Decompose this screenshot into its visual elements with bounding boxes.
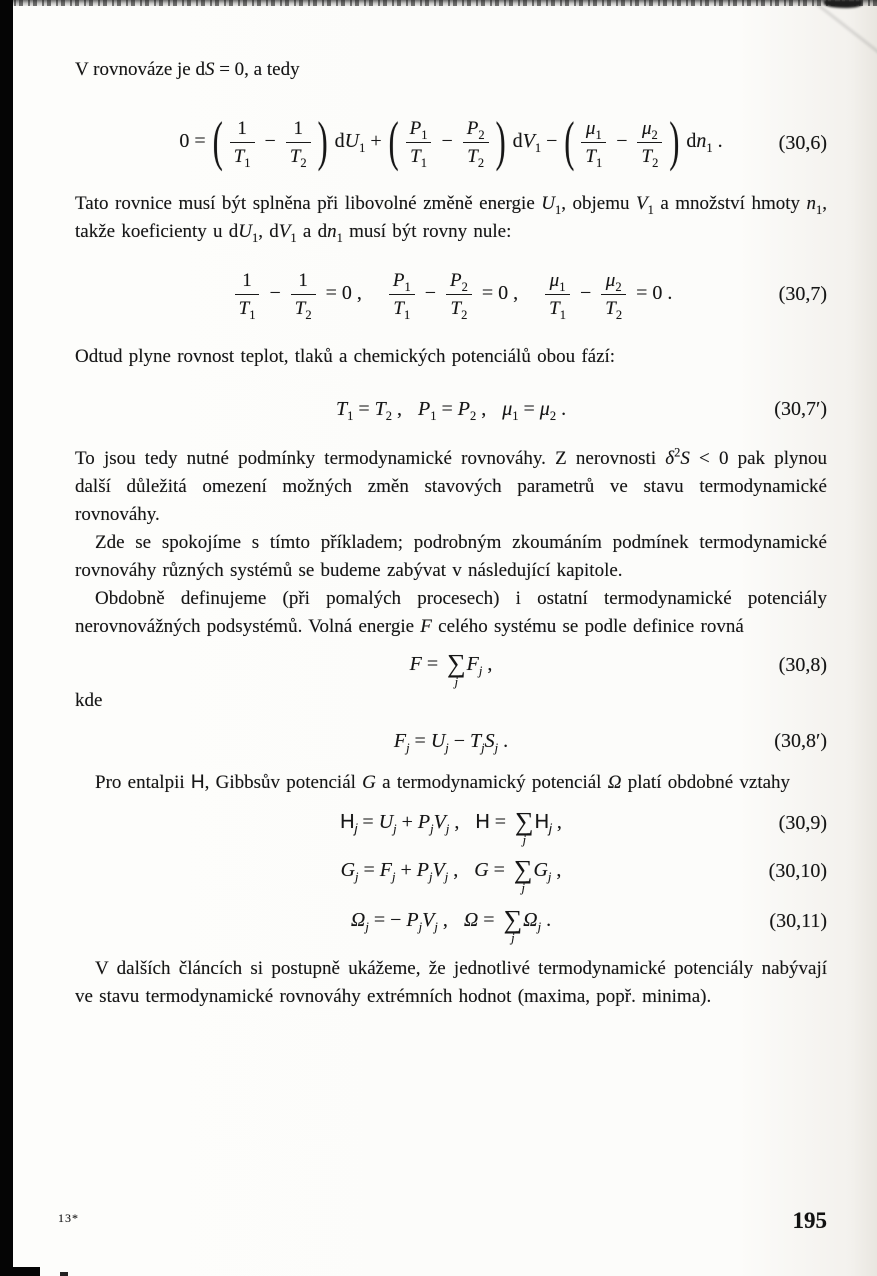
equation-30-9 bbox=[75, 805, 827, 848]
paragraph-pro-entalpii: Pro entalpii H, Gibbsův potenciál G a termodynamický potenciál Ω platí obdobné vztahy bbox=[95, 772, 791, 794]
paragraph-obdobne: Obdobně definujeme (při pomalých procesech) i ostatní termodynamické potenciály nerovnovážných podsystémů. Volná energie F celého systému se podle definice rovná bbox=[75, 588, 827, 638]
equation-30-9-number: (30,9) bbox=[778, 812, 827, 835]
paragraph-tato-rovnice: Tato rovnice musí být splněna při libovolné změně energie $U_1$, objemu $V_1$ a množství hmoty $n_1$, takže koeficienty u $dU_1$, $dV_1$ a $dn_1$ musí být rovny nule: bbox=[75, 192, 827, 245]
equation-30-11-number: (30,11) bbox=[769, 910, 827, 933]
equation-30-6-number: (30,6) bbox=[778, 131, 827, 154]
equation-30-10 bbox=[75, 853, 827, 896]
paragraph-to-jsou: To jsou tedy nutné podmínky termodynamické rovnováhy. Z nerovnosti $\delta^2S < 0$ pak plynou další důležitá omezení možných změn stavových parametrů ve stavu termodynamické rovnováhy. bbox=[75, 445, 827, 526]
equation-30-7-prime bbox=[75, 395, 827, 423]
equation-30-7 bbox=[75, 270, 827, 320]
equation-30-8-body: F = ∑ j $F_j$ , bbox=[409, 649, 493, 690]
page-content bbox=[75, 0, 827, 1011]
equation-30-6-body: 0 = ( $\frac{1}{T_1}$ − $\frac{1}{T_2}$ ) $dU_1$ + ( $\frac{P_1}{T_1}$ − $\frac{P_2}{T_2}$ ) $dV_1$ − ( $\frac{\mu_1}{T_1}$ − $\frac{\mu_2}{T_2}$ ) $dn_1$ . bbox=[179, 111, 723, 173]
equation-30-7-prime-body: $T_1 = T_2$ , $P_1 = P_2$ , $\mu_1 = \mu_2$ . bbox=[335, 398, 567, 424]
equation-30-8-number: (30,8) bbox=[778, 654, 827, 677]
scan-edge-bottom-left bbox=[0, 1267, 40, 1276]
paragraph-zde-se: Zde se spokojíme s tímto příkladem; podrobným zkoumáním podmínek termodynamické rovnováhy různých systémů se budeme zabývat v následující kapitole. bbox=[75, 532, 827, 582]
printer-signature-mark: 13* bbox=[58, 1211, 79, 1225]
equation-30-7-prime-number: (30,7′) bbox=[774, 398, 827, 421]
equation-30-7-number: (30,7) bbox=[778, 283, 827, 306]
scan-artifact-blob bbox=[824, 0, 862, 8]
equation-30-8-prime-number: (30,8′) bbox=[774, 730, 827, 753]
equation-30-6 bbox=[75, 111, 827, 173]
equation-30-7-body: $\frac{1}{T_1}$ − $\frac{1}{T_2}$ = 0 , $\frac{P_1}{T_1}$ − $\frac{P_2}{T_2}$ = 0 , $\frac{\mu_1}{T_1}$ − $\frac{\mu_2}{T_2}$ = 0 . bbox=[230, 282, 673, 304]
equation-30-11-body: $\Omega_j$ = − $P_jV_j$ , Ω = ∑ j $\Omega_j$ . bbox=[350, 905, 552, 946]
scan-artifact-tick bbox=[60, 1272, 68, 1276]
equation-30-8-prime-body: $F_j = U_j - T_jS_j$ . bbox=[393, 730, 509, 756]
equation-30-8-prime bbox=[75, 727, 827, 755]
page-number: 195 bbox=[792, 1208, 827, 1233]
equation-30-8 bbox=[75, 647, 827, 690]
connector-kde: kde bbox=[75, 690, 103, 712]
paragraph-v-dalsich: V dalších článcích si postupně ukážeme, že jednotlivé termodynamické potenciály nabývají ve stavu termodynamické rovnováhy extrémních hodnot (maxima, popř. minima). bbox=[75, 958, 827, 1008]
intro-line: V rovnováze je dS = 0, a tedy bbox=[75, 59, 300, 80]
equation-30-11 bbox=[75, 903, 827, 946]
scan-edge-left-bar bbox=[0, 0, 13, 1270]
equation-30-10-body: $G_j = F_j + P_jV_j$ , G = ∑ j $G_j$ , bbox=[340, 855, 562, 896]
equation-30-10-number: (30,10) bbox=[768, 860, 827, 883]
equation-30-9-body: $H_j = U_j + P_jV_j$ , H = ∑ j $H_j$ , bbox=[340, 807, 562, 848]
paragraph-odtud-plyne: Odtud plyne rovnost teplot, tlaků a chemických potenciálů obou fází: bbox=[75, 346, 616, 368]
